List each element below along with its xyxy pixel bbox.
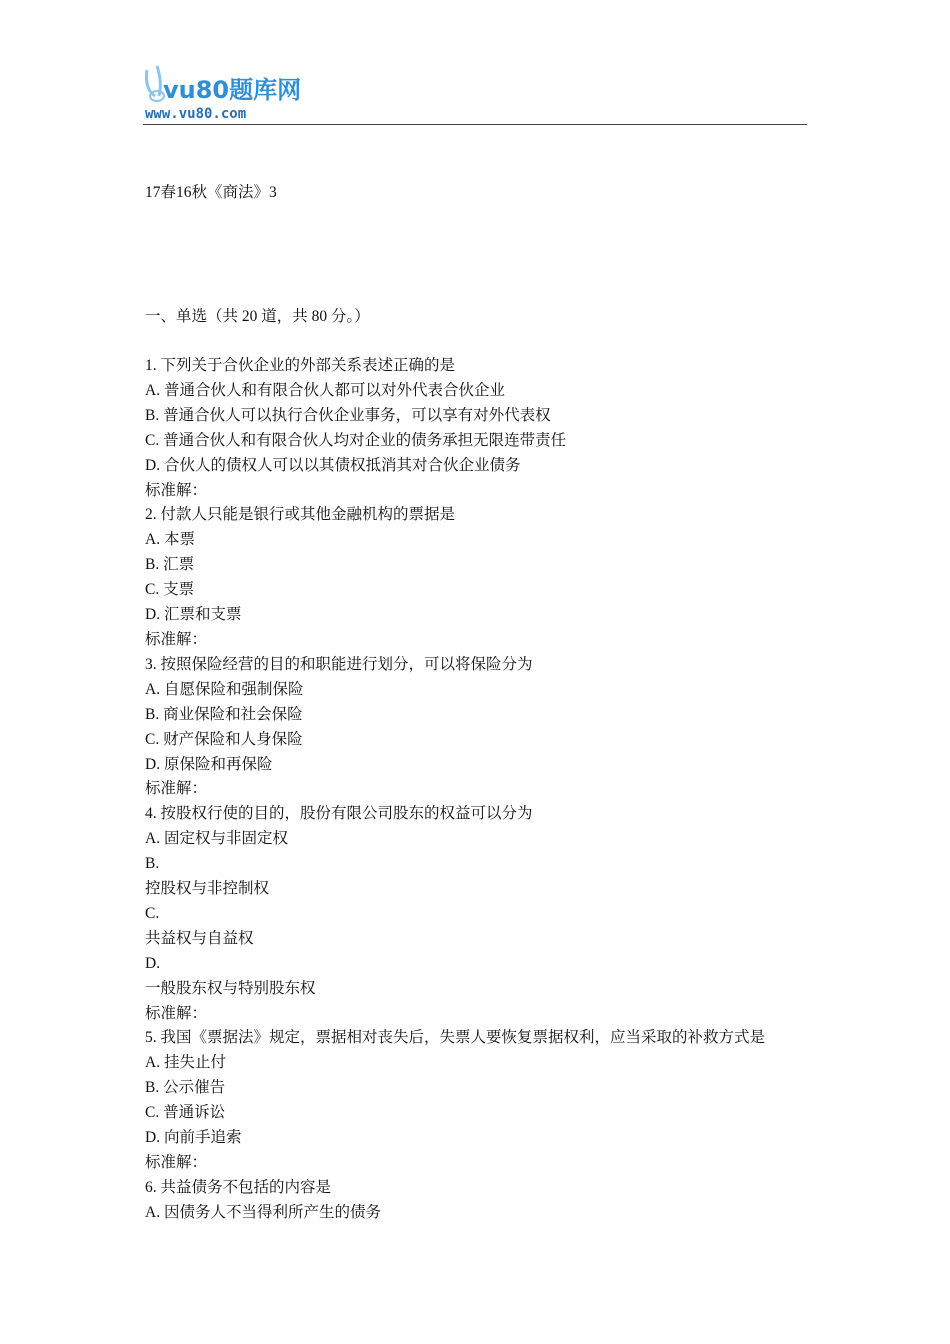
question-line: 6. 共益债务不包括的内容是 — [145, 1178, 332, 1196]
logo-url-text: www.vu80.com — [145, 106, 247, 122]
question-list — [145, 354, 815, 1226]
question-line: B. — [145, 855, 160, 873]
question-line: 一般股东权与特别股东权 — [145, 979, 316, 997]
question-line: 1. 下列关于合伙企业的外部关系表述正确的是 — [145, 357, 456, 374]
logo-graphic — [143, 62, 343, 122]
question-line: 标准解： — [145, 630, 208, 648]
question-line: A. 普通合伙人和有限合伙人都可以对外代表合伙企业 — [145, 381, 505, 399]
question-line: 共益权与自益权 — [145, 929, 254, 947]
question-line: B. 普通合伙人可以执行合伙企业事务，可以享有对外代表权 — [145, 406, 551, 424]
question-line: C. 普通合伙人和有限合伙人均对企业的债务承担无限连带责任 — [145, 431, 567, 449]
question-line: D. 合伙人的债权人可以以其债权抵消其对合伙企业债务 — [145, 456, 521, 474]
question-line: 控股权与非控制权 — [145, 880, 270, 898]
question-line: 标准解： — [145, 1154, 208, 1171]
question-line: D. 向前手追索 — [145, 1129, 242, 1147]
question-line: A. 本票 — [145, 531, 195, 549]
question-line: 4. 按股权行使的目的，股份有限公司股东的权益可以分为 — [145, 805, 533, 823]
question-line: C. 财产保险和人身保险 — [145, 730, 303, 748]
question-line: 标准解： — [145, 481, 208, 499]
question-line: B. 汇票 — [145, 556, 195, 574]
question-line: B. 公示催告 — [145, 1079, 226, 1097]
question-line: C. 普通诉讼 — [145, 1104, 226, 1122]
question-line: 2. 付款人只能是银行或其他金融机构的票据是 — [145, 506, 456, 524]
question-line: D. — [145, 954, 161, 972]
logo-brand-text: vu80题库网 — [163, 76, 302, 104]
question-line: 3. 按照保险经营的目的和职能进行划分，可以将保险分为 — [145, 655, 533, 673]
question-line: C. 支票 — [145, 581, 195, 599]
question-line: C. — [145, 904, 160, 922]
question-line: 标准解： — [145, 1004, 208, 1022]
question-line: A. 自愿保险和强制保险 — [145, 680, 304, 698]
site-logo — [143, 62, 343, 122]
question-line: 标准解： — [145, 780, 208, 798]
document-title: 17春16秋《商法》3 — [145, 184, 277, 201]
question-line: B. 商业保险和社会保险 — [145, 705, 303, 723]
question-line: D. 汇票和支票 — [145, 606, 242, 624]
question-line: A. 挂失止付 — [145, 1054, 226, 1072]
question-line: 5. 我国《票据法》规定，票据相对丧失后，失票人要恢复票据权利，应当采取的补救方式是 — [145, 1029, 766, 1047]
question-line: D. 原保险和再保险 — [145, 755, 273, 773]
section-heading: 一、单选（共 20 道，共 80 分。） — [145, 308, 370, 325]
question-line: A. 固定权与非固定权 — [145, 830, 288, 848]
question-line: A. 因债务人不当得利所产生的债务 — [145, 1203, 381, 1221]
header-divider — [143, 124, 807, 125]
